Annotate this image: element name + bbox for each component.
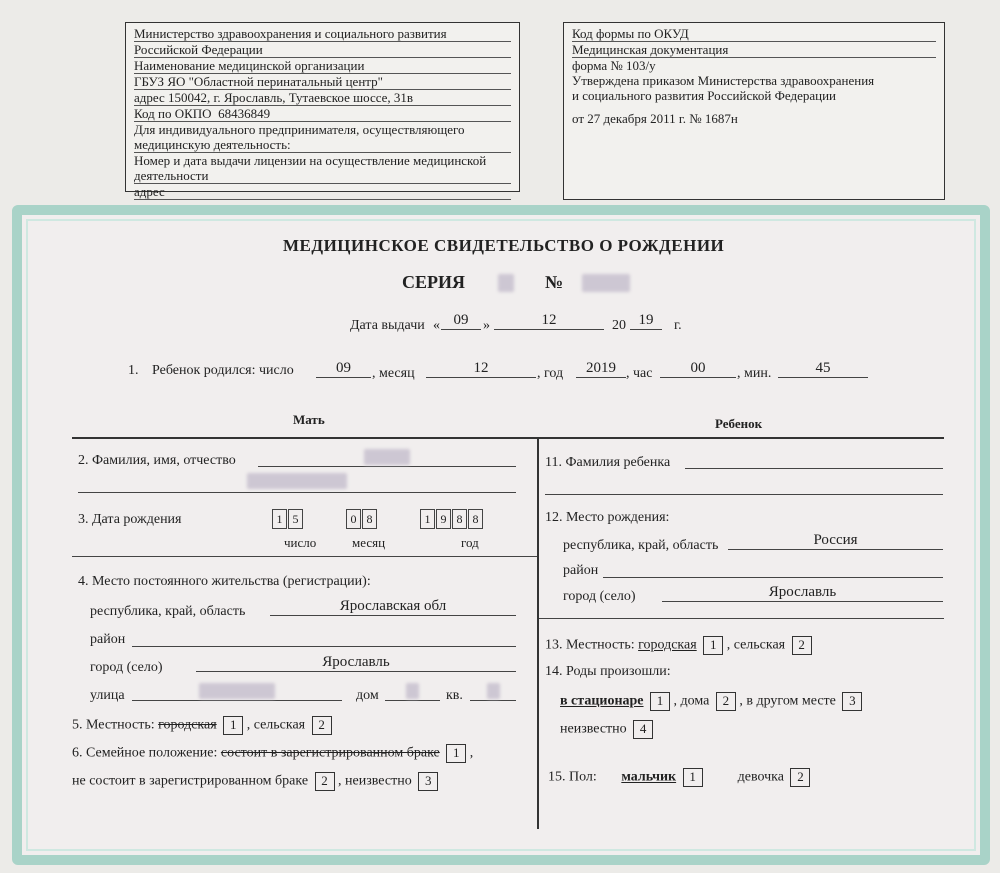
child-unknown-box: 4 [633,720,653,739]
born-label: Ребенок родился: число [152,363,294,378]
series-value [498,274,514,292]
org-line-9: Номер и дата выдачи лицензии на осуществление медицинской [134,153,487,168]
mother-street [199,683,275,699]
mother-region-label: республика, край, область [90,604,246,619]
mother-house-label: дом [356,688,379,703]
mother-residence-label: 4. Место постоянного жительства (регистрации): [78,574,371,589]
mother-flat [487,683,500,699]
document-title: МЕДИЦИНСКОЕ СВИДЕТЕЛЬСТВО О РОЖДЕНИИ [283,236,725,255]
series-label: СЕРИЯ [402,272,465,292]
mother-header: Мать [293,412,325,427]
org-line-5: адрес 150042, г. Ярославль, Тутаевское шоссе, 31в [134,90,511,106]
issue-lquote: « [433,318,440,333]
issue-day: 09 [441,312,481,330]
form-okud-line: Код формы по ОКУД [572,26,936,42]
issue-rquote: » [483,318,490,333]
child-sex-boy: мальчик [621,769,677,785]
mother-fio-line-1 [258,448,516,467]
org-okpo-line [134,106,511,122]
child-city-label: город (село) [563,589,636,604]
mother-region: Ярославская обл [270,598,516,616]
mother-locality-label: 5. Местность: [72,717,155,733]
mother-locality-rural: , сельская [246,717,306,733]
form-order-line: от 27 декабря 2011 г. № 1687н [572,111,738,126]
mother-unknown-box: 3 [418,772,438,791]
child-locality-line [545,636,812,655]
mother-city-label: город (село) [90,660,163,675]
born-hour-label: , час [626,366,653,381]
number-sign: № [545,272,564,292]
issue-year-prefix: 20 [612,318,626,333]
column-divider [537,439,539,829]
mother-locality-urban: городская [158,717,217,733]
child-region-label: республика, край, область [563,538,719,553]
mother-district-label: район [90,632,126,647]
mother-district [132,646,516,647]
org-line-3: Наименование медицинской организации [134,58,511,74]
organization-box [125,22,520,199]
form-number-line: форма № 103/у [572,58,656,73]
child-surname-line-2 [545,494,943,495]
header-rule [72,437,944,439]
dob-year-3: 8 [452,509,467,529]
dob-day-1: 1 [272,509,287,529]
dob-day-2: 5 [288,509,303,529]
dob-year-4: 8 [468,509,483,529]
child-region: Россия [728,532,943,550]
mother-marital-unknown: , неизвестно [338,773,412,789]
child-header: Ребенок [715,416,763,431]
mother-marital-line: 6. Семейное положение: состоит в зарегистрированном браке 1 , [72,744,473,763]
issue-year: 19 [630,312,662,330]
form-ministry-line: и социального развития Российской Федерации [572,88,836,103]
okpo-value: 68436849 [218,106,271,121]
number-value [582,274,630,292]
child-delivery-line-2 [560,720,653,739]
child-boy-box: 1 [683,768,703,787]
dob-cap-day: число [284,535,317,550]
org-line-2: Российской Федерации [134,42,511,58]
mother-rural-box: 2 [312,716,332,735]
born-month-label: , месяц [372,366,415,381]
org-line-4: ГБУЗ ЯО "Областной перинатальный центр" [134,74,511,90]
mother-married: состоит в зарегистрированном браке [220,745,440,761]
child-delivery-label: 14. Роды произошли: [545,664,671,679]
mother-fio-label: 2. Фамилия, имя, отчество [78,453,236,468]
issue-month: 12 [494,312,604,330]
mother-not-married-box: 2 [315,772,335,791]
dob-month-2: 8 [362,509,377,529]
child-surname-label: 11. Фамилия ребенка [545,455,671,470]
mother-dob-label: 3. Дата рождения [78,512,182,527]
born-min-label: , мин. [737,366,772,381]
mother-locality-line [72,716,332,735]
child-delivery-other: , в другом месте [739,693,836,709]
child-locality-rural: , сельская [726,637,786,653]
born-day: 09 [316,360,371,378]
born-month: 12 [426,360,536,378]
child-girl-box: 2 [790,768,810,787]
mother-married-box: 1 [446,744,466,763]
child-rural-box: 2 [792,636,812,655]
child-sex-line [548,768,810,787]
mother-city: Ярославль [196,654,516,672]
born-number: 1. [128,363,139,378]
dob-month-1: 0 [346,509,361,529]
okpo-label: Код по ОКПО [134,106,212,121]
org-line-8: медицинскую деятельность: [134,137,511,153]
mother-fio-line-2 [78,472,516,493]
mother-surname [364,449,410,465]
mother-marital-label: 6. Семейное положение: [72,745,218,761]
born-min: 45 [778,360,868,378]
born-hour: 00 [660,360,736,378]
child-locality-label: 13. Местность: [545,637,635,653]
dob-cap-month: месяц [352,535,386,550]
child-delivery-line [560,692,862,711]
mother-marital-line-2 [72,772,438,791]
mother-house [406,683,419,699]
dob-year-1: 1 [420,509,435,529]
dob-cap-year: год [461,535,479,550]
child-delivery-home: , дома [673,693,710,709]
mother-urban-box: 1 [223,716,243,735]
mother-not-married: не состоит в зарегистрированном браке [72,773,309,789]
child-locality-urban: городская [638,637,697,653]
mother-street-line [132,682,342,701]
dob-year-2: 9 [436,509,451,529]
child-district-label: район [563,563,599,578]
child-district [603,577,943,578]
child-sex-label: 15. Пол: [548,769,597,785]
issue-year-suffix: г. [674,318,682,333]
child-surname-line [685,468,943,469]
child-home-box: 2 [716,692,736,711]
child-birthplace-label: 12. Место рождения: [545,510,670,525]
org-line-11: адрес [134,184,511,200]
child-birthplace-rule [539,618,944,619]
child-hospital-box: 1 [650,692,670,711]
mother-flat-label: кв. [446,688,463,703]
form-doc-line: Медицинская документация [572,42,936,58]
child-delivery-hospital: в стационаре [560,693,644,709]
issue-date-label: Дата выдачи [350,318,425,333]
form-info-box [563,22,945,200]
org-line-10: деятельности [134,168,511,184]
org-line-1: Министерство здравоохранения и социального развития [134,26,511,42]
child-city: Ярославль [662,584,943,602]
mother-flat-line [470,682,516,701]
child-delivery-unknown: неизвестно [560,721,627,737]
born-year-label: , год [537,366,564,381]
org-line-7: Для индивидуального предпринимателя, осуществляющего [134,122,465,137]
child-other-box: 3 [842,692,862,711]
mother-name [247,473,347,489]
form-approved-line: Утверждена приказом Министерства здравоохранения [572,73,875,88]
mother-street-label: улица [90,688,125,703]
mother-house-line [385,682,440,701]
child-sex-girl: девочка [737,769,784,785]
mother-dob-rule [72,556,537,557]
child-urban-box: 1 [703,636,723,655]
born-year: 2019 [576,360,626,378]
